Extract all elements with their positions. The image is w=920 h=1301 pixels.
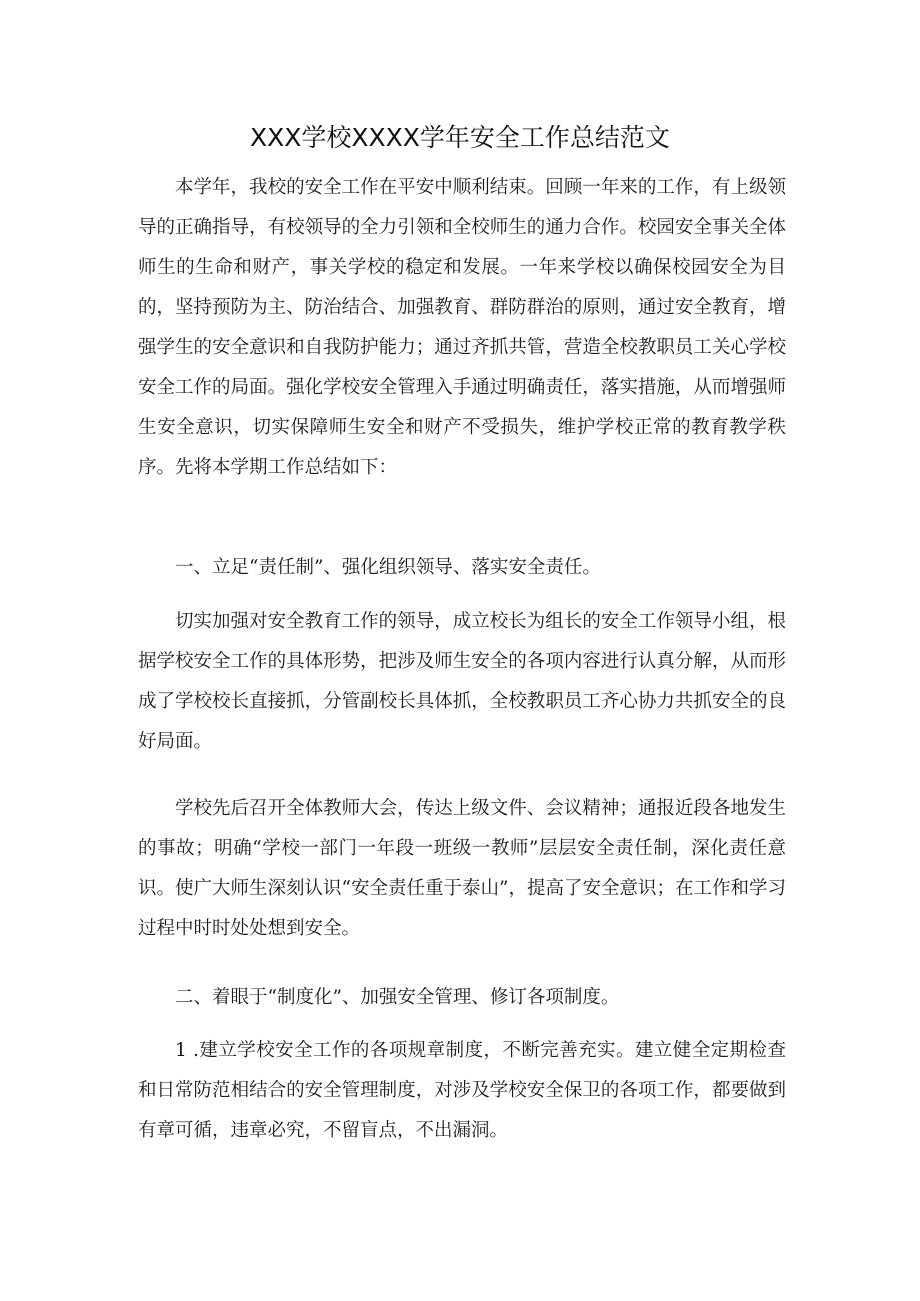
paragraph-text: 1 .建立学校安全工作的各项规章制度，不断完善充实。建立健全定期检查和日常防范相结合的安全管理制度，对涉及学校安全保卫的各项工作，都要做到有章可循，违章必究，不留盲点，不出漏洞。	[138, 1040, 786, 1141]
paragraph-text: 本学年，我校的安全工作在平安中顺利结束。回顾一年来的工作，有上级领导的正确指导，有校领导的全力引领和全校师生的通力合作。校园安全事关全体师生的生命和财产，事关学校的稳定和发展。一年来学校以确保校园安全为目的，坚持预防为主、防治结合、加强教育、群防群治的原则，通过安全教育，增强学生的安全意识和自我防护能力；通过齐抓共管，营造全校教职员工关心学校安全工作的局面。强化学校安全管理入手通过明确责任，落实措施，从而增强师生安全意识，切实保障师生安全和财产不受损失，维护学校正常的教育教学秩序。先将本学期工作总结如下：	[138, 177, 786, 478]
paragraph-intro	[138, 168, 786, 488]
paragraph-text: 学校先后召开全体教师大会，传达上级文件、会议精神；通报近段各地发生的事故；明确“学校一部门一年段一班级一教师”层层安全责任制，深化责任意识。使广大师生深刻认识“安全责任重于泰山”，提高了安全意识；在工作和学习过程中时时处处想到安全。	[138, 798, 786, 939]
section-heading-text: 二、着眼于“制度化”、加强安全管理、修订各项制度。	[175, 987, 620, 1008]
paragraph-meetings	[138, 789, 786, 949]
paragraph-leadership	[138, 602, 786, 762]
document-title: XXX学校XXXX学年安全工作总结范文	[250, 123, 670, 152]
paragraph-text: 切实加强对安全教育工作的领导，成立校长为组长的安全工作领导小组，根据学校安全工作的具体形势，把涉及师生安全的各项内容进行认真分解，从而形成了学校校长直接抓，分管副校长具体抓，全校教职员工齐心协力共抓安全的良好局面。	[138, 611, 786, 752]
paragraph-rules	[138, 1031, 786, 1151]
section-heading-text: 一、立足“责任制”、强化组织领导、落实安全责任。	[175, 557, 601, 578]
section-heading-2	[138, 978, 786, 1018]
section-heading-1	[138, 548, 786, 588]
